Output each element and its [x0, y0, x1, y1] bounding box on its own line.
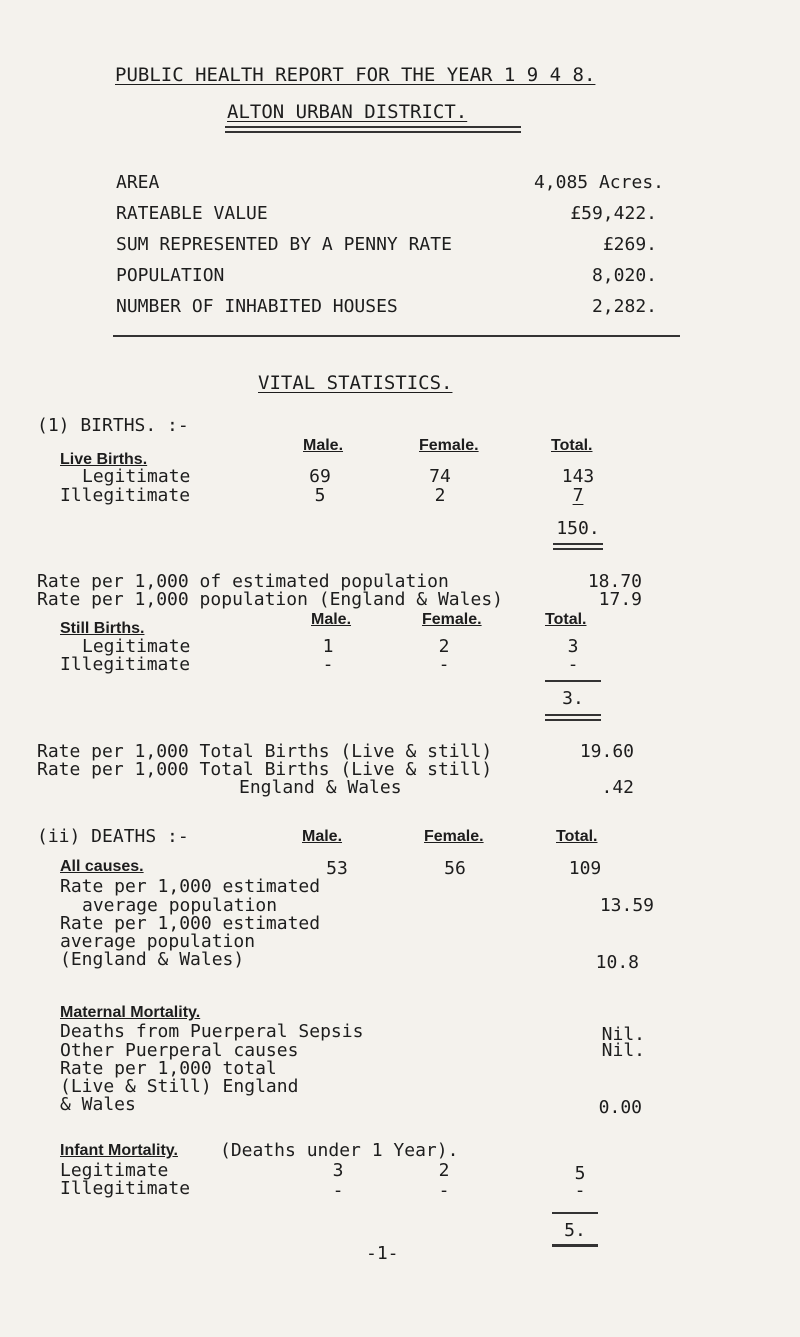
infant-sum-rule [552, 1212, 598, 1214]
infant-legit-female: 2 [438, 1160, 450, 1181]
infant-illegit-female: - [438, 1180, 450, 1201]
infant-illegit-male: - [332, 1180, 344, 1201]
summary-value-houses: 2,282. [591, 296, 657, 317]
deaths-rate2-line-1: Rate per 1,000 estimated [60, 913, 321, 934]
live-illegit-female: 2 [434, 485, 446, 506]
summary-label-houses: NUMBER OF INHABITED HOUSES [116, 296, 398, 317]
deaths-rate2-value: 10.8 [595, 952, 639, 973]
total-births-rate-value-2: .42 [601, 777, 634, 798]
summary-label-population: POPULATION [116, 265, 225, 286]
infant-legit-male: 3 [332, 1160, 344, 1181]
births-heading: (1) BIRTHS. :- [37, 415, 189, 436]
infant-mortality-note: (Deaths under 1 Year). [220, 1140, 459, 1161]
infant-sum: 5. [564, 1220, 586, 1241]
live-illegit-total: 7 [572, 485, 584, 506]
infant-illegit-total: - [574, 1180, 586, 1201]
total-births-rate-line-1: Rate per 1,000 Total Births (Live & still) [37, 741, 493, 762]
live-legit-male: 69 [309, 466, 331, 487]
still-col-male: Male. [311, 611, 352, 628]
live-illegit-male: 5 [314, 485, 326, 506]
still-illegit-female: - [438, 654, 450, 675]
infant-illegit-label: Illegitimate [60, 1178, 191, 1199]
live-legit-label: Legitimate [82, 466, 191, 487]
still-sum-underline [545, 714, 601, 721]
births-rate-line-2: Rate per 1,000 population (England & Wales) [37, 589, 503, 610]
maternal-other-label: Other Puerperal causes [60, 1040, 299, 1061]
still-col-total: Total. [545, 611, 587, 628]
district-underline [225, 126, 521, 133]
still-legit-label: Legitimate [82, 636, 191, 657]
deaths-col-female: Female. [424, 828, 484, 845]
deaths-rate2-line-3: (England & Wales) [60, 949, 245, 970]
still-illegit-total: - [567, 654, 579, 675]
all-causes-female: 56 [444, 858, 466, 879]
deaths-rate2-line-2: average population [60, 931, 256, 952]
still-col-female: Female. [422, 611, 482, 628]
live-legit-total: 143 [561, 466, 595, 487]
all-causes-male: 53 [326, 858, 348, 879]
still-legit-total: 3 [567, 636, 579, 657]
live-illegit-label: Illegitimate [60, 485, 191, 506]
maternal-other-value: Nil. [601, 1040, 645, 1061]
live-legit-female: 74 [429, 466, 451, 487]
summary-value-penny-rate: £269. [602, 234, 657, 255]
total-births-rate-line-2: Rate per 1,000 Total Births (Live & still) [37, 759, 493, 780]
maternal-sepsis-label: Deaths from Puerperal Sepsis [60, 1021, 364, 1042]
infant-legit-total: 5 [574, 1163, 586, 1184]
live-births-heading: Live Births. [60, 451, 148, 468]
summary-value-area: 4,085 Acres. [533, 172, 664, 193]
all-causes-total: 109 [568, 858, 602, 879]
deaths-heading: (ii) DEATHS :- [37, 826, 189, 847]
still-legit-female: 2 [438, 636, 450, 657]
summary-label-area: AREA [116, 172, 160, 193]
deaths-rate1-line-1: Rate per 1,000 estimated [60, 876, 321, 897]
births-col-male: Male. [303, 437, 344, 454]
still-births-heading: Still Births. [60, 620, 145, 637]
vital-statistics-title: VITAL STATISTICS. [258, 372, 453, 394]
still-births-sum: 3. [562, 688, 584, 709]
births-rate-line-1: Rate per 1,000 of estimated population [37, 571, 449, 592]
births-col-female: Female. [419, 437, 479, 454]
summary-value-population: 8,020. [591, 265, 657, 286]
deaths-col-total: Total. [556, 828, 598, 845]
live-sum-underline [553, 543, 603, 550]
births-rate-value-1: 18.70 [587, 571, 642, 592]
still-legit-male: 1 [322, 636, 334, 657]
page-number: -1- [366, 1243, 399, 1264]
summary-label-rateable: RATEABLE VALUE [116, 203, 268, 224]
all-causes-label: All causes. [60, 858, 144, 875]
maternal-rate-line-2: (Live & Still) England [60, 1076, 299, 1097]
deaths-rate1-value: 13.59 [599, 895, 654, 916]
still-sum-rule [545, 680, 601, 682]
section-divider [113, 335, 680, 337]
total-births-rate-line-3: England & Wales [239, 777, 402, 798]
summary-label-penny-rate: SUM REPRESENTED BY A PENNY RATE [116, 234, 452, 255]
infant-sum-underline [552, 1244, 598, 1247]
births-rate-value-2: 17.9 [598, 589, 642, 610]
births-col-total: Total. [551, 437, 593, 454]
live-births-sum: 150. [556, 518, 600, 539]
still-illegit-label: Illegitimate [60, 654, 191, 675]
maternal-rate-line-1: Rate per 1,000 total [60, 1058, 277, 1079]
district-title: ALTON URBAN DISTRICT. [227, 101, 468, 123]
summary-value-rateable: £59,422. [570, 203, 657, 224]
infant-legit-label: Legitimate [60, 1160, 169, 1181]
deaths-rate1-line-2: average population [82, 895, 278, 916]
total-births-rate-value-1: 19.60 [579, 741, 634, 762]
report-title: PUBLIC HEALTH REPORT FOR THE YEAR 1 9 4 8. [115, 64, 596, 86]
deaths-col-male: Male. [302, 828, 343, 845]
maternal-rate-line-3: & Wales [60, 1094, 136, 1115]
maternal-mortality-heading: Maternal Mortality. [60, 1004, 201, 1021]
infant-mortality-heading: Infant Mortality. [60, 1142, 178, 1159]
maternal-sepsis-value: Nil. [601, 1024, 645, 1045]
still-illegit-male: - [322, 654, 334, 675]
maternal-rate-value: 0.00 [598, 1097, 642, 1118]
